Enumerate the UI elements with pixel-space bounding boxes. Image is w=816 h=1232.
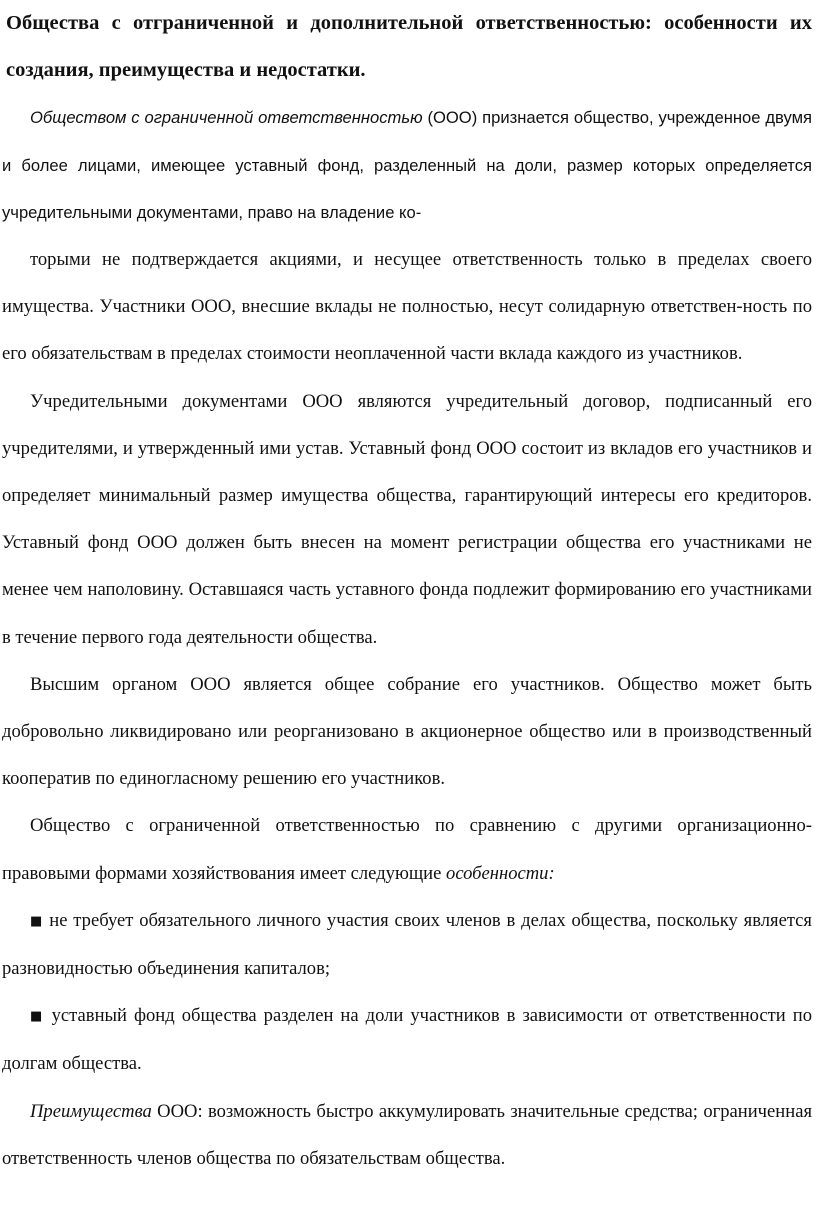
bullet-item	[2, 897, 812, 992]
paragraph-advantages	[2, 1088, 812, 1182]
advantages-text: ООО: возможность быстро аккумулировать значительные средства; ограниченная ответственность членов общества по обязательствам общества.	[2, 1100, 812, 1169]
square-bullet-icon: ■	[30, 1009, 45, 1025]
paragraph-definition	[2, 94, 812, 236]
paragraph-founding-documents: Учредительными документами ООО являются учредительный договор, подписанный его учредителями, и утвержденный ими устав. Уставный фонд ООО состоит из вкладов его участников и определяет минимальный размер имущества общества, гарантирующий интересы его кредиторов. Уставный фонд ООО должен быть внесен на момент регистрации общества его участниками не менее чем наполовину. Оставшаяся часть уставного фонда подлежит формированию его участниками в течение первого года деятельности общества.	[2, 390, 812, 648]
features-intro-text: Общество с ограниченной ответственностью по сравнению с другими организационно-правовыми формами хозяйствования имеет следующие	[2, 815, 812, 884]
bullet-item	[2, 992, 812, 1087]
paragraph-shares: торыми не подтверждается акциями, и несущее ответственность только в пределах своего имущества. Участники ООО, внесшие вклады не полностью, несут солидарную ответствен-ность по его обязательствам в пределах стоимости неоплаченной части вклада каждого из участников.	[2, 249, 812, 365]
advantages-word: Преимущества	[30, 1100, 152, 1122]
features-word: особенности:	[446, 862, 555, 884]
square-bullet-icon: ■	[30, 913, 44, 929]
definition-text: (ООО) признается общество, учрежденное двумя и более лицами, имеющее уставный фонд, разделенный на доли, размер которых определяется учредительными документами, право на владение ко-	[2, 108, 813, 222]
bullet-text: не требует обязательного личного участия своих членов в делах общества, поскольку является разновидностью объединения капиталов;	[2, 909, 812, 980]
paragraph-features-intro	[2, 802, 812, 896]
document-title: Общества с отграниченной и дополнительной ответственностью: особенности их создания, преимущества и недостатки.	[6, 12, 812, 82]
bullet-text: уставный фонд общества разделен на доли участников в зависимости от ответственности по долгам общества.	[2, 1005, 812, 1075]
term-llc: Обществом с ограниченной ответственностью	[30, 108, 423, 128]
paragraph-governing-body: Высшим органом ООО является общее собрание его участников. Общество может быть добровольно ликвидировано или реорганизовано в акционерное общество или в производственный кооператив по единогласному решению его участников.	[2, 673, 812, 790]
